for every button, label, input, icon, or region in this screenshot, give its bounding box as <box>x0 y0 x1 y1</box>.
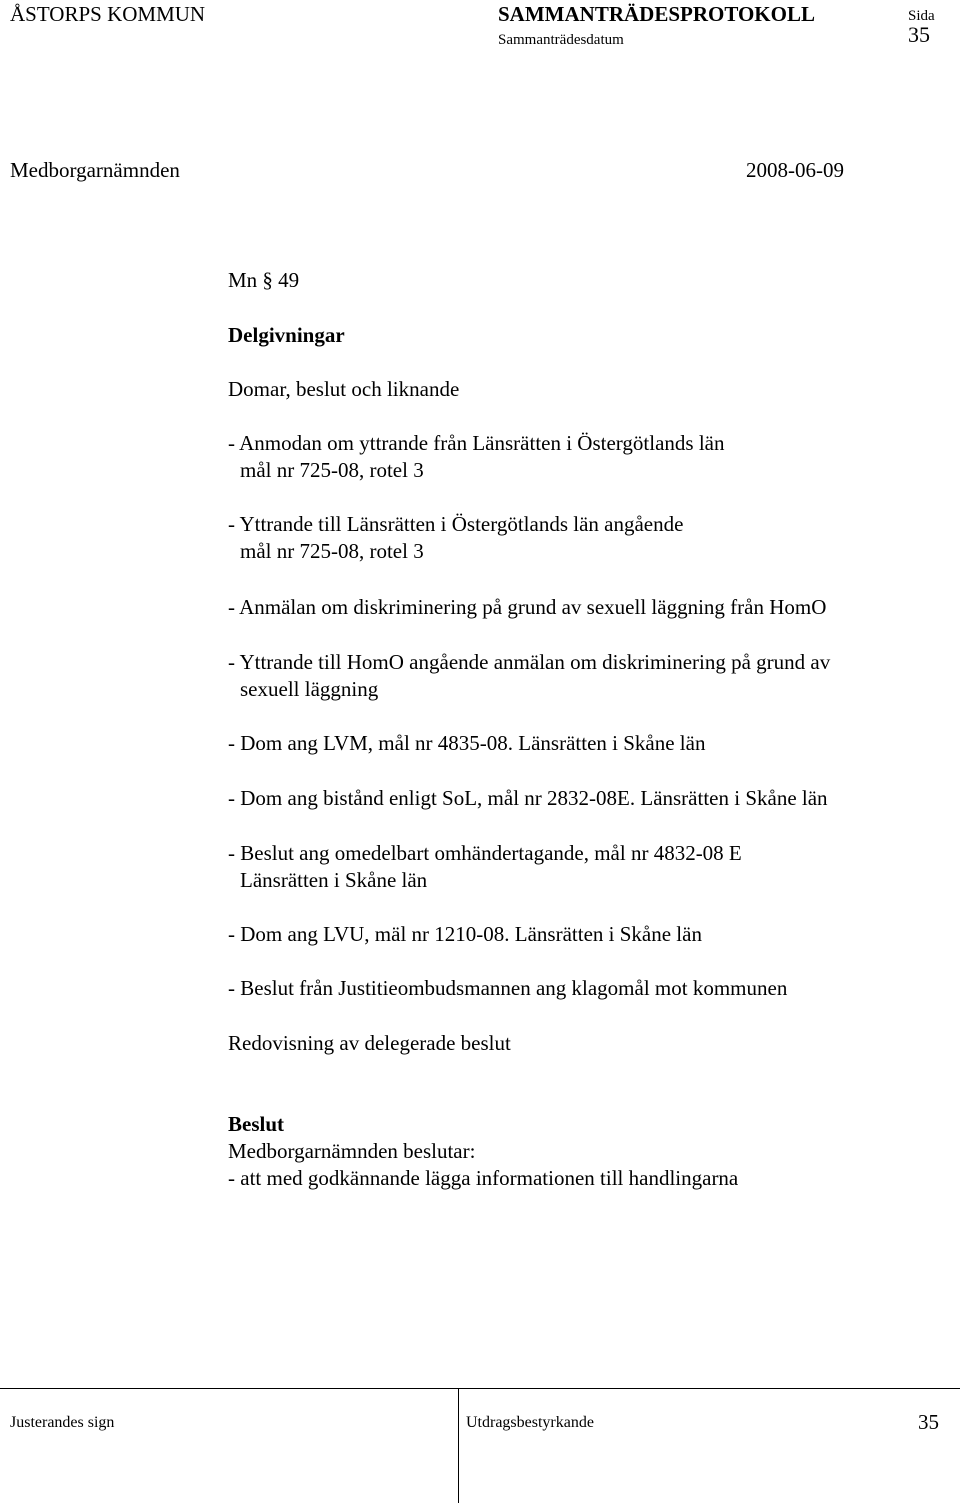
list-item-cont: mål nr 725-08, rotel 3 <box>240 458 424 482</box>
footer-rule <box>0 1388 960 1389</box>
extract-label: Utdragsbestyrkande <box>466 1414 594 1431</box>
decision-intro: Medborgarnämnden beslutar: <box>228 1139 476 1163</box>
list-item-cont: sexuell läggning <box>240 677 379 701</box>
list-item: - Beslut från Justitieombudsmannen ang klagomål mot kommunen <box>228 976 788 1000</box>
decision-text: - att med godkännande lägga informationen till handlingarna <box>228 1166 739 1190</box>
list-item: - Dom ang LVM, mål nr 4835-08. Länsrätten i Skåne län <box>228 731 706 755</box>
list-item: - Dom ang LVU, mäl nr 1210-08. Länsrätten i Skåne län <box>228 922 702 946</box>
list-item: - Dom ang bistånd enligt SoL, mål nr 2832-08E. Länsrätten i Skåne län <box>228 786 828 810</box>
list-item: - Anmälan om diskriminering på grund av sexuell läggning från HomO <box>228 595 827 619</box>
list-item: - Anmodan om yttrande från Länsrätten i Östergötlands län <box>228 431 725 455</box>
footer-divider <box>458 1388 459 1503</box>
document-title: SAMMANTRÄDESPROTOKOLL <box>498 2 815 26</box>
section-heading: Delgivningar <box>228 323 345 347</box>
report-line: Redovisning av delegerade beslut <box>228 1031 511 1055</box>
organization-name: ÅSTORPS KOMMUN <box>10 2 206 26</box>
list-item-cont: Länsrätten i Skåne län <box>240 868 428 892</box>
section-intro: Domar, beslut och liknande <box>228 377 460 401</box>
signature-label: Justerandes sign <box>10 1414 115 1431</box>
paragraph-number: Mn § 49 <box>228 268 300 292</box>
meeting-date: 2008-06-09 <box>746 158 844 182</box>
list-item: - Beslut ang omedelbart omhändertagande, mål nr 4832-08 E <box>228 841 742 865</box>
list-item-cont: mål nr 725-08, rotel 3 <box>240 539 424 563</box>
meeting-date-label: Sammanträdesdatum <box>498 32 624 48</box>
page-number: 35 <box>908 22 930 47</box>
committee-name: Medborgarnämnden <box>10 158 180 182</box>
footer-page-number: 35 <box>918 1410 939 1434</box>
decision-heading: Beslut <box>228 1112 285 1136</box>
page-label: Sida <box>908 8 935 24</box>
list-item: - Yttrande till HomO angående anmälan om diskriminering på grund av <box>228 650 831 674</box>
list-item: - Yttrande till Länsrätten i Östergötlands län angående <box>228 512 684 536</box>
